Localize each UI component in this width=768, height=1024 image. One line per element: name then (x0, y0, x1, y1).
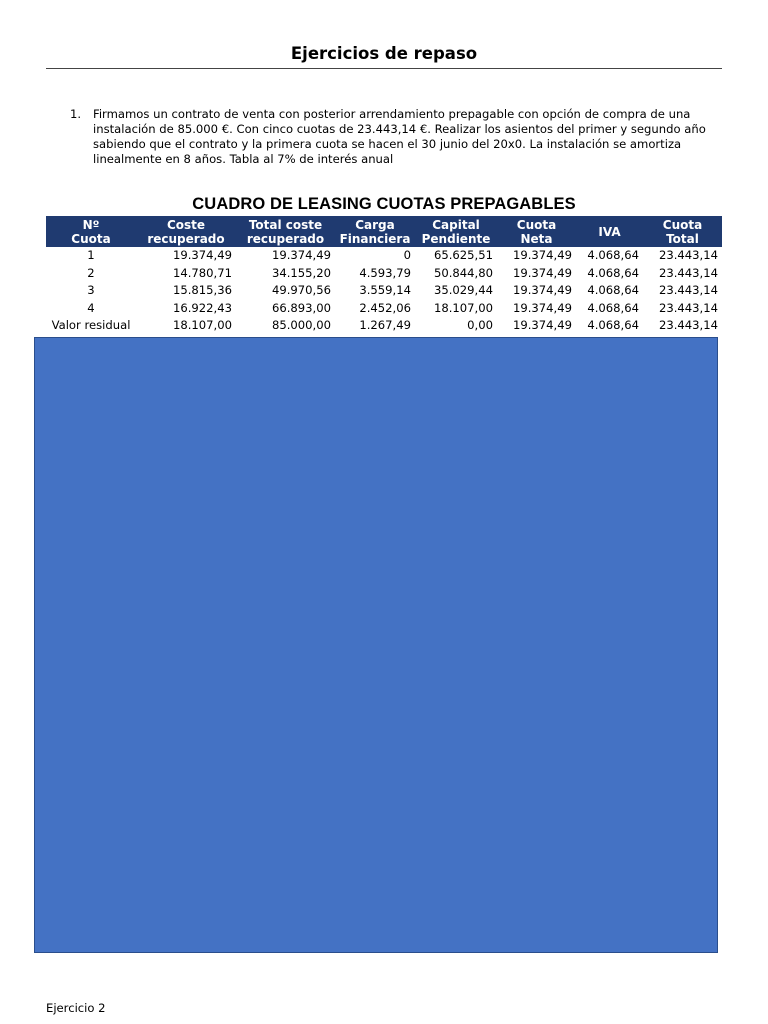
header-line: Capital (432, 217, 480, 232)
exercise-line: Firmamos un contrato de venta con posterior arrendamiento prepagable con opción de compra de una (93, 107, 691, 121)
table-cell: 16.922,43 (172, 300, 232, 315)
header-line: Cuota (516, 217, 557, 232)
table-cell: 66.893,00 (271, 300, 331, 315)
exercise-line: instalación de 85.000 €. Con cinco cuotas de 23.443,14 €. Realizar los asientos del primer y segundo año (93, 122, 706, 136)
exercise-text (93, 107, 710, 167)
table-cell: 19.374,49 (512, 265, 572, 280)
table-cell: 23.443,14 (658, 300, 718, 315)
exercise-line: sabiendo que el contrato y la primera cuota se hacen el 30 junio del 20x0. La instalación se amortiza (93, 137, 682, 151)
table-row (46, 317, 722, 335)
table-cell: 4.068,64 (587, 318, 639, 332)
table-cell: 0 (403, 248, 411, 262)
header-line: IVA (598, 224, 621, 239)
header-line: Total coste (248, 217, 323, 232)
header-total-coste (236, 216, 335, 247)
leasing-table (46, 216, 722, 335)
table-cell: 50.844,80 (433, 265, 493, 280)
table-cell: 3 (87, 283, 95, 297)
table-cell: 35.029,44 (433, 283, 493, 297)
header-cuota-total (643, 216, 722, 247)
table-row (46, 247, 722, 265)
table-cell: 4.068,64 (587, 248, 639, 262)
header-carga-financiera (335, 216, 415, 247)
table-cell: 0,00 (467, 318, 493, 332)
table-cell: 85.000,00 (271, 318, 331, 332)
table-cell: 18.107,00 (433, 300, 493, 315)
header-num-cuota (46, 216, 136, 247)
header-iva (576, 216, 643, 247)
table-row (46, 265, 722, 283)
header-line: recuperado (246, 231, 325, 246)
table-title: CUADRO DE LEASING CUOTAS PREPAGABLES (192, 195, 576, 213)
table-cell: 19.374,49 (271, 248, 331, 262)
table-cell: 19.374,49 (512, 283, 572, 297)
title-divider (46, 68, 722, 69)
table-cell: 4.068,64 (587, 265, 639, 280)
footer-label: Ejercicio 2 (46, 1001, 106, 1015)
header-coste-recuperado (136, 216, 236, 247)
blue-placeholder-block (34, 337, 718, 953)
table-cell: 34.155,20 (271, 265, 331, 280)
header-line: Nº (82, 217, 100, 232)
header-line: Neta (520, 231, 553, 246)
table-row (46, 282, 722, 300)
table-cell: 14.780,71 (172, 265, 232, 280)
table-cell: 23.443,14 (658, 283, 718, 297)
table-cell: 2 (87, 265, 95, 280)
header-line: recuperado (147, 231, 225, 246)
table-header-row (46, 216, 722, 247)
header-line: Financiera (339, 231, 411, 246)
table-cell: 4.068,64 (587, 300, 639, 315)
exercise-statement (70, 107, 710, 167)
table-row (46, 300, 722, 318)
table-cell: 4 (87, 300, 95, 315)
exercise-line: linealmente en 8 años. Tabla al 7% de interés anual (93, 152, 394, 166)
table-cell: 49.970,56 (271, 283, 331, 297)
table-cell: 23.443,14 (658, 265, 718, 280)
header-line: Carga (355, 217, 395, 232)
table-cell: Valor residual (51, 318, 131, 332)
table-cell: 18.107,00 (172, 318, 232, 332)
table-cell: 2.452,06 (359, 300, 411, 315)
header-line: Total (666, 231, 699, 246)
header-capital-pendiente (415, 216, 497, 247)
table-cell: 19.374,49 (512, 248, 572, 262)
header-line: Cuota (662, 217, 703, 232)
table-cell: 65.625,51 (433, 248, 493, 262)
table-cell: 23.443,14 (658, 248, 718, 262)
exercise-number: 1. (70, 107, 82, 121)
table-cell: 1.267,49 (359, 318, 411, 332)
table-cell: 19.374,49 (172, 248, 232, 262)
page-title: Ejercicios de repaso (290, 44, 478, 63)
header-cuota-neta (497, 216, 576, 247)
table-cell: 19.374,49 (512, 318, 572, 332)
table-cell: 4.593,79 (359, 265, 411, 280)
header-line: Cuota (71, 231, 111, 246)
table-cell: 3.559,14 (359, 283, 411, 297)
table-cell: 23.443,14 (658, 318, 718, 332)
header-line: Pendiente (421, 231, 491, 246)
header-line: Coste (166, 217, 206, 232)
table-cell: 4.068,64 (587, 283, 639, 297)
table-cell: 15.815,36 (172, 283, 232, 297)
table-cell: 19.374,49 (512, 300, 572, 315)
table-cell: 1 (87, 248, 95, 262)
